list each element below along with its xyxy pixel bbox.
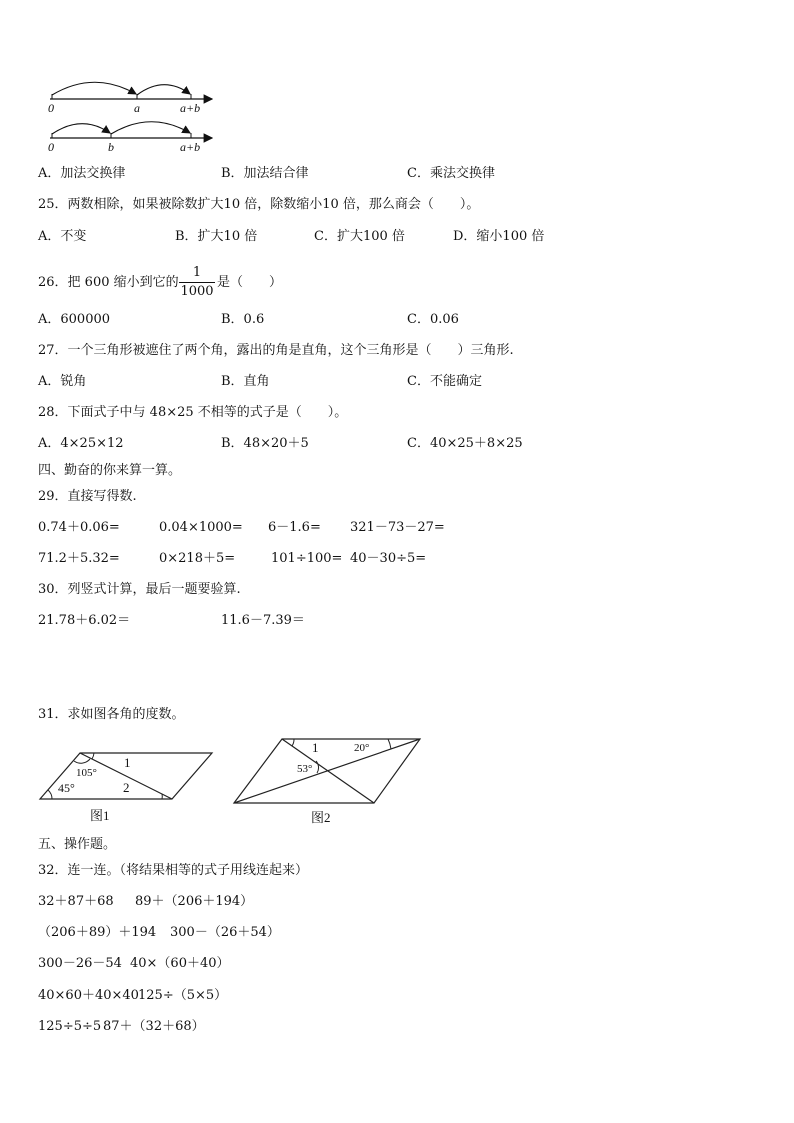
q25-option-d: D．缩小100 倍 xyxy=(453,229,545,244)
q32-left-4: 40×60＋40×40 xyxy=(38,988,139,1003)
q30-item-1: 21.78＋6.02＝ xyxy=(38,613,131,628)
q32-left-5: 125÷5÷5 xyxy=(38,1019,102,1034)
q32-left-2: （206＋89）＋194 xyxy=(38,925,157,940)
line2-sum-label: a+b xyxy=(180,140,201,154)
q29-calc-5: 71.2＋5.32= xyxy=(38,551,120,566)
q24-option-b: B．加法结合律 xyxy=(221,166,309,181)
jump-arc-b2 xyxy=(52,124,110,134)
line1-sum-label: a+b xyxy=(180,101,201,115)
q29-calc-7: 101÷100= xyxy=(271,551,343,566)
fig2-angle-1: 1 xyxy=(312,740,319,755)
jump-arc-a xyxy=(52,82,136,95)
q29-calc-3: 6－1.6= xyxy=(268,520,321,535)
fig2-caption: 图2 xyxy=(311,810,331,825)
q24-option-c: C．乘法交换律 xyxy=(407,166,495,181)
q27-option-c: C．不能确定 xyxy=(407,374,482,389)
q32-right-5: 87＋（32＋68） xyxy=(103,1019,205,1034)
fig2-angle-53: 53° xyxy=(297,763,313,775)
q29-calc-4: 321－73－27= xyxy=(350,520,445,535)
q29-calc-2: 0.04×1000= xyxy=(159,520,243,535)
q32-right-2: 300－（26＋54） xyxy=(170,925,280,940)
line2-zero-label: 0 xyxy=(48,140,54,154)
q29-stem: 29．直接写得数. xyxy=(38,489,137,504)
q26-fraction-numerator: 1 xyxy=(192,265,202,280)
line2-b-label: b xyxy=(108,140,114,154)
q26-option-a: A．600000 xyxy=(38,312,111,327)
q27-option-b: B．直角 xyxy=(221,374,270,389)
q26-option-b: B．0.6 xyxy=(221,312,265,327)
q24-option-a: A．加法交换律 xyxy=(38,166,126,181)
q32-left-1: 32＋87＋68 xyxy=(38,894,114,909)
number-line-figure xyxy=(40,70,230,160)
q26-fraction xyxy=(179,265,215,300)
q30-item-2: 11.6－7.39＝ xyxy=(221,613,305,628)
q26-stem-pre: 26．把 600 缩小到它的 xyxy=(38,275,179,290)
section-4-heading: 四、勤奋的你来算一算。 xyxy=(38,463,182,478)
q29-calc-8: 40－30÷5= xyxy=(350,551,427,566)
figure-1-parallelogram xyxy=(30,745,220,827)
q28-option-a: A．4×25×12 xyxy=(38,436,124,451)
jump-arc-b xyxy=(137,85,190,95)
q29-calc-1: 0.74＋0.06= xyxy=(38,520,120,535)
q32-right-4: 125÷（5×5） xyxy=(138,988,228,1003)
q26-stem-post: 是（ ） xyxy=(217,275,283,290)
q26-fraction-denominator: 1000 xyxy=(180,284,214,299)
q32-left-3: 300－26－54 xyxy=(38,956,122,971)
figure-2-parallelogram xyxy=(228,733,428,828)
fig1-angle-45: 45° xyxy=(58,781,75,795)
q31-stem: 31．求如图各角的度数。 xyxy=(38,707,185,722)
jump-arc-a2 xyxy=(111,122,190,134)
q29-calc-6: 0×218＋5= xyxy=(159,551,236,566)
q30-stem: 30．列竖式计算，最后一题要验算. xyxy=(38,582,241,597)
fig1-angle-2: 2 xyxy=(123,780,130,795)
q25-stem: 25．两数相除，如果被除数扩大10 倍，除数缩小10 倍，那么商会（ ）。 xyxy=(38,197,480,212)
q27-option-a: A．锐角 xyxy=(38,374,87,389)
q25-option-a: A．不变 xyxy=(38,229,87,244)
line1-zero-label: 0 xyxy=(48,101,54,115)
fig1-angle-105: 105° xyxy=(76,767,97,779)
fig1-caption: 图1 xyxy=(90,808,110,823)
q26-fraction-bar xyxy=(179,282,215,283)
q25-option-c: C．扩大100 倍 xyxy=(314,229,405,244)
line1-a-label: a xyxy=(134,101,140,115)
q26-option-c: C．0.06 xyxy=(407,312,459,327)
q28-option-b: B．48×20＋5 xyxy=(221,436,309,451)
q25-option-b: B．扩大10 倍 xyxy=(175,229,258,244)
q27-stem: 27．一个三角形被遮住了两个角，露出的角是直角，这个三角形是（ ）三角形. xyxy=(38,343,514,358)
q32-right-1: 89＋（206＋194） xyxy=(135,894,254,909)
q32-right-3: 40×（60＋40） xyxy=(130,956,230,971)
q32-stem: 32．连一连。（将结果相等的式子用线连起来） xyxy=(38,863,309,878)
section-5-heading: 五、操作题。 xyxy=(38,837,117,852)
fig1-angle-1: 1 xyxy=(124,755,131,770)
fig2-angle-20: 20° xyxy=(354,742,370,754)
q28-option-c: C．40×25＋8×25 xyxy=(407,436,523,451)
q28-stem: 28．下面式子中与 48×25 不相等的式子是（ ）。 xyxy=(38,405,348,420)
